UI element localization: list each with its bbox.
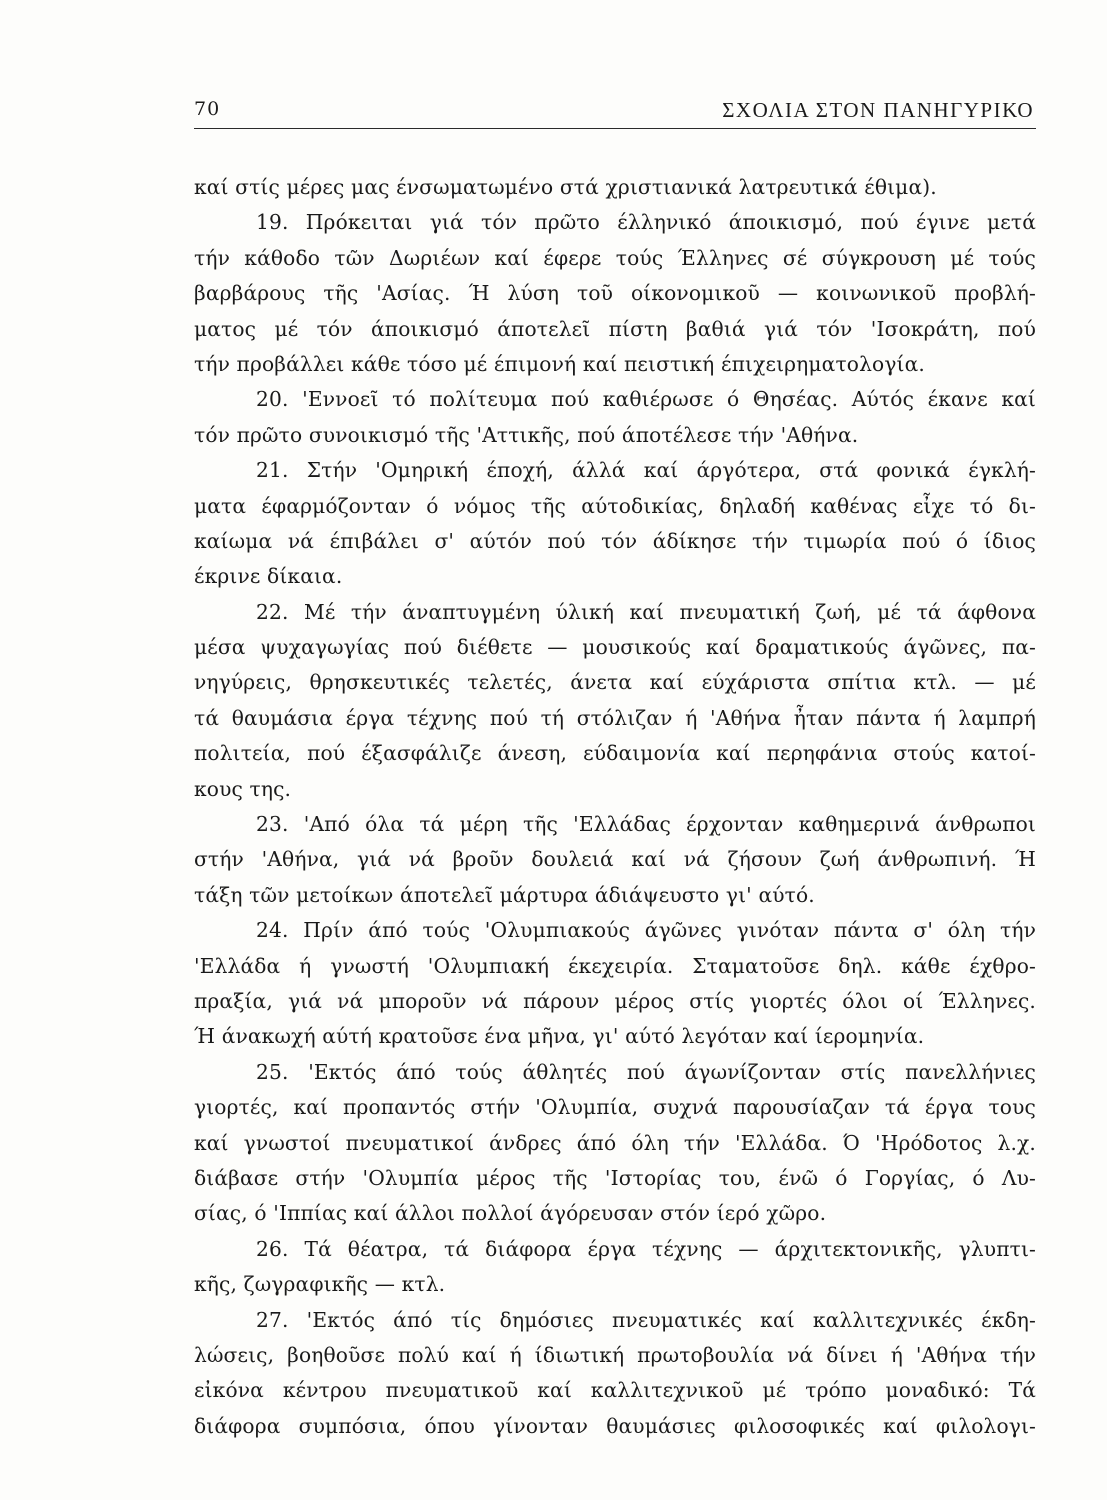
text-line: καί γνωστοί πνευματικοί άνδρες άπό όλη τήν 'Ελλάδα. Ό 'Ηρόδοτος λ.χ. xyxy=(194,1130,1036,1155)
text-line: εἰκόνα κέντρου πνευματικοῦ καί καλλιτεχνικοῦ μέ τρόπο μοναδικό: Τά xyxy=(194,1378,1036,1403)
text-line: κους της. xyxy=(194,776,292,801)
text-line: στήν 'Αθήνα, γιά νά βροῦν δουλειά καί νά ζήσουν ζωή άνθρωπινή. Ή xyxy=(194,847,1036,872)
page-number: 70 xyxy=(194,98,221,120)
text-line: σίας, ό 'Ιππίας καί άλλοι πολλοί άγόρευσαν στόν ίερό χῶρο. xyxy=(194,1201,827,1226)
text-line: 26. Τά θέατρα, τά διάφορα έργα τέχνης — άρχιτεκτονικῆς, γλυπτι- xyxy=(256,1236,1036,1261)
text-line: καίωμα νά έπιβάλει σ' αύτόν πού τόν άδίκησε τήν τιμωρία πού ό ίδιος xyxy=(194,528,1036,553)
text-line: 23. 'Από όλα τά μέρη τῆς 'Ελλάδας έρχονταν καθημερινά άνθρωποι xyxy=(256,812,1036,837)
text-line: 24. Πρίν άπό τούς 'Ολυμπιακούς άγῶνες γινόταν πάντα σ' όλη τήν xyxy=(256,918,1036,943)
text-line: ματος μέ τόν άποικισμό άποτελεῖ πίστη βαθιά γιά τόν 'Ισοκράτη, πού xyxy=(194,316,1036,341)
text-line: γιορτές, καί προπαντός στήν 'Ολυμπία, συχνά παρουσίαζαν τά έργα τους xyxy=(194,1095,1036,1120)
text-line: διάβασε στήν 'Ολυμπία μέρος τῆς 'Ιστορίας του, ένῶ ό Γοργίας, ό Λυ- xyxy=(194,1165,1036,1190)
text-line: 19. Πρόκειται γιά τόν πρῶτο έλληνικό άποικισμό, πού έγινε μετά xyxy=(256,210,1036,235)
text-line: πραξία, γιά νά μποροῦν νά πάρουν μέρος στίς γιορτές όλοι οί Έλληνες. xyxy=(194,988,1036,1013)
text-line: Ή άνακωχή αύτή κρατοῦσε ένα μῆνα, γι' αύτό λεγόταν καί ίερομηνία. xyxy=(194,1024,925,1049)
text-line: μέσα ψυχαγωγίας πού διέθετε — μουσικούς καί δραματικούς άγῶνες, πα- xyxy=(194,635,1036,660)
text-line: τήν προβάλλει κάθε τόσο μέ έπιμονή καί πειστική έπιχειρηματολογία. xyxy=(194,351,925,376)
text-line: 22. Μέ τήν άναπτυγμένη ύλική καί πνευματική ζωή, μέ τά άφθονα xyxy=(256,599,1036,624)
text-line: βαρβάρους τῆς 'Ασίας. Ή λύση τοῦ οίκονομικοῦ — κοινωνικοῦ προβλή- xyxy=(194,281,1036,306)
running-title: ΣΧΟΛΙΑ ΣΤΟΝ ΠΑΝΗΓΥΡΙΚΟ xyxy=(722,98,1034,122)
text-line: λώσεις, βοηθοῦσε πολύ καί ή ίδιωτική πρωτοβουλία νά δίνει ή 'Αθήνα τήν xyxy=(194,1342,1036,1367)
text-line: τάξη τῶν μετοίκων άποτελεῖ μάρτυρα άδιάψευστο γι' αύτό. xyxy=(194,882,815,907)
text-line: νηγύρεις, θρησκευτικές τελετές, άνετα καί εύχάριστα σπίτια κτλ. — μέ xyxy=(194,670,1036,695)
text-line: ματα έφαρμόζονταν ό νόμος τῆς αύτοδικίας, δηλαδή καθένας εἶχε τό δι- xyxy=(194,493,1036,518)
text-line: διάφορα συμπόσια, όπου γίνονταν θαυμάσιες φιλοσοφικές καί φιλολογι- xyxy=(194,1413,1036,1438)
text-line: καί στίς μέρες μας ένσωματωμένο στά χριστιανικά λατρευτικά έθιμα). xyxy=(194,175,937,199)
text-line: έκρινε δίκαια. xyxy=(194,564,343,589)
text-line: τόν πρῶτο συνοικισμό τῆς 'Αττικῆς, πού άποτέλεσε τήν 'Αθήνα. xyxy=(194,422,859,447)
text-line: τά θαυμάσια έργα τέχνης πού τή στόλιζαν ή 'Αθήνα ἦταν πάντα ή λαμπρή xyxy=(194,705,1036,730)
text-line: 'Ελλάδα ή γνωστή 'Ολυμπιακή έκεχειρία. Σταματοῦσε δηλ. κάθε έχθρο- xyxy=(194,953,1036,978)
text-line: 27. 'Εκτός άπό τίς δημόσιες πνευματικές καί καλλιτεχνικές έκδη- xyxy=(256,1307,1036,1332)
text-line: κῆς, ζωγραφικῆς — κτλ. xyxy=(194,1272,446,1297)
header-rule xyxy=(194,128,1036,129)
text-line: 25. 'Εκτός άπό τούς άθλητές πού άγωνίζονταν στίς πανελλήνιες xyxy=(256,1059,1036,1084)
text-line: πολιτεία, πού έξασφάλιζε άνεση, εύδαιμονία καί περηφάνια στούς κατοί- xyxy=(194,741,1036,766)
text-line: 21. Στήν 'Ομηρική έποχή, άλλά καί άργότερα, στά φονικά έγκλή- xyxy=(256,458,1036,483)
page-header xyxy=(194,98,1036,130)
body-text xyxy=(194,170,1036,1444)
text-line: 20. 'Εννοεῖ τό πολίτευμα πού καθιέρωσε ό Θησέας. Αύτός έκανε καί xyxy=(256,387,1036,412)
text-line: τήν κάθοδο τῶν Δωριέων καί έφερε τούς Έλληνες σέ σύγκρουση μέ τούς xyxy=(194,245,1036,270)
